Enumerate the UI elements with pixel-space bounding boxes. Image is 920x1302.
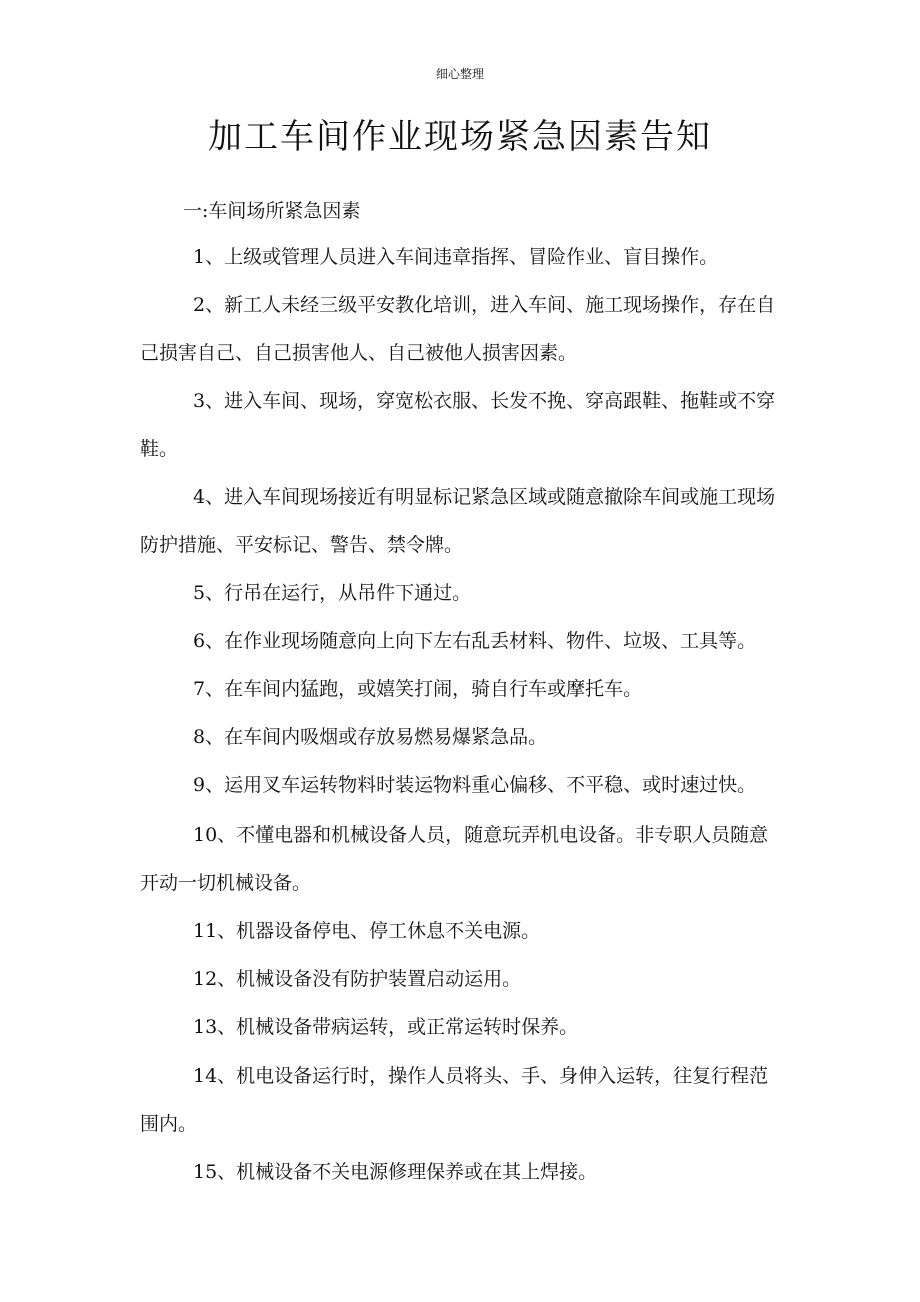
list-item: 12、机械设备没有防护装置启动运用。 <box>193 968 522 990</box>
list-item: 6、在作业现场随意向上向下左右乱丢材料、物件、垃圾、工具等。 <box>193 630 757 652</box>
list-item: 11、机器设备停电、停工休息不关电源。 <box>193 920 541 942</box>
list-item: 9、运用叉车运转物料时装运物料重心偏移、不平稳、或时速过快。 <box>193 774 757 796</box>
list-item: 3、进入车间、现场，穿宽松衣服、长发不挽、穿高跟鞋、拖鞋或不穿鞋。 <box>140 390 776 460</box>
list-item: 10、不懂电器和机械设备人员，随意玩弄机电设备。非专职人员随意开动一切机械设备。 <box>140 824 769 894</box>
list-item: 7、在车间内猛跑，或嬉笑打闹，骑自行车或摩托车。 <box>193 678 643 700</box>
list-item: 15、机械设备不关电源修理保养或在其上焊接。 <box>193 1161 598 1183</box>
list-item: 5、行吊在运行，从吊件下通过。 <box>193 582 472 604</box>
list-item: 8、在车间内吸烟或存放易燃易爆紧急品。 <box>193 726 548 748</box>
section-heading: 一:车间场所紧急因素 <box>183 200 361 222</box>
document-title: 加工车间作业现场紧急因素告知 <box>208 117 712 157</box>
list-item: 14、机电设备运行时，操作人员将头、手、身伸入运转，往复行程范围内。 <box>140 1065 769 1135</box>
list-item: 2、新工人未经三级平安教化培训，进入车间、施工现场操作，存在自己损害自己、自己损害他人、自己被他人损害因素。 <box>140 294 776 364</box>
list-item: 4、进入车间现场接近有明显标记紧急区域或随意撤除车间或施工现场防护措施、平安标记、警告、禁令牌。 <box>140 486 776 556</box>
list-item: 13、机械设备带病运转，或正常运转时保养。 <box>193 1016 579 1038</box>
page-header: 细心整理 <box>435 67 484 81</box>
list-item: 1、上级或管理人员进入车间违章指挥、冒险作业、盲目操作。 <box>193 246 719 268</box>
